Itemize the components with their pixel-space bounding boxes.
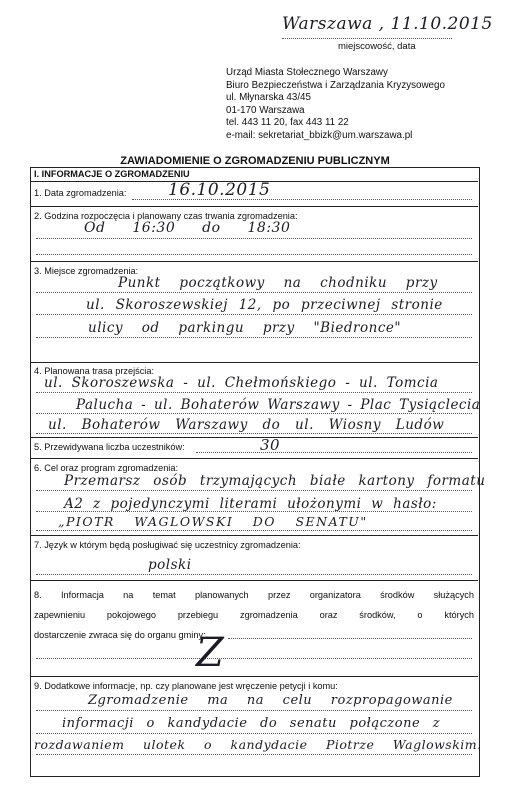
field-6-value[interactable]: Przemarsz osób trzymających białe kartony formatu — [64, 473, 486, 489]
place-date-value: Warszawa , 11.10.2015 — [282, 14, 493, 34]
address-line: Biuro Bezpieczeństwa i Zarządzania Kryzysowego — [226, 79, 445, 91]
field-3-line — [36, 337, 472, 338]
address-block — [226, 67, 445, 143]
place-date-line — [282, 38, 452, 39]
field-9-line — [36, 754, 472, 755]
address-line: Urząd Miasta Stołecznego Warszawy — [226, 67, 388, 78]
field-3-value[interactable]: ulicy od parkingu przy "Biedronce" — [88, 320, 402, 336]
field-4-line — [36, 413, 472, 414]
field-4-value[interactable]: Palucha - ul. Bohaterów Warszawy - Plac Tysiąclecia — [76, 397, 481, 413]
field-6-value[interactable]: A2 z pojedynczymi literami ułożonymi w hasło: — [64, 496, 437, 512]
field-3-line — [36, 314, 472, 315]
field-4-label: 4. Planowana trasa przejścia: — [34, 366, 155, 376]
field-3-value[interactable]: ul. Skoroszewskiej 12, po przeciwnej stronie — [86, 297, 443, 313]
address-line: 01-170 Warszawa — [226, 104, 305, 116]
field-2-line — [36, 238, 472, 239]
section-header: I. INFORMACJE O ZGROMADZENIU — [34, 169, 190, 179]
field-6-label: 6. Cel oraz program zgromadzenia: — [34, 463, 179, 473]
address-line: tel. 443 11 20, fax 443 11 22 — [226, 117, 349, 129]
field-2-line — [36, 254, 472, 255]
field-5-label: 5. Przewidywana liczba uczestników: — [34, 442, 185, 452]
field-8-label — [34, 585, 474, 645]
field-1-value[interactable]: 16.10.2015 — [168, 180, 271, 200]
field-7-value[interactable]: polski — [148, 557, 192, 573]
field-6-line — [36, 490, 472, 491]
field-8-label-line: zapewnieniu pokojowego przebiegu zgromadzenia oraz środków, o których — [34, 610, 474, 620]
field-7-label: 7. Język w którym będą posługiwać się uczestnicy zgromadzenia: — [34, 540, 301, 550]
field-1-label: 1. Data zgromadzenia: — [34, 188, 127, 198]
row-divider — [30, 535, 478, 536]
field-8-label-line: 8. Informacja na temat planowanych przez organizatora środków służących — [34, 590, 474, 600]
row-divider — [30, 458, 478, 459]
row-divider — [30, 437, 478, 438]
row-divider — [30, 362, 478, 363]
field-8-line — [36, 658, 472, 659]
field-6-line — [36, 511, 472, 512]
row-divider — [30, 206, 478, 207]
field-3-label: 3. Miejsce zgromadzenia: — [34, 266, 139, 276]
address-line: ul. Młynarska 43/45 — [226, 92, 311, 104]
field-6-value[interactable]: „PIOTR WAGLOWSKI DO SENATU" — [58, 514, 368, 529]
field-9-line — [36, 710, 472, 711]
field-7-line — [36, 574, 472, 575]
field-9-value[interactable]: rozdawaniem ulotek o kandydacie Piotrze Waglowskim. — [34, 737, 482, 752]
field-8-value[interactable]: Z — [196, 630, 225, 676]
field-4-line — [36, 433, 472, 434]
field-1-line — [132, 199, 472, 200]
field-2-label: 2. Godzina rozpoczęcia i planowany czas trwania zgromadzenia: — [34, 211, 298, 221]
field-4-value[interactable]: ul. Skoroszewska - ul. Chełmońskiego - ul. Tomcia — [44, 375, 439, 391]
field-9-value[interactable]: Zgromadzenie ma na celu rozpropagowanie — [88, 693, 453, 708]
field-4-line — [36, 392, 472, 393]
address-line[interactable]: e-mail: sekretariat_bbizk@um.warszawa.pl — [226, 129, 413, 141]
field-2-value[interactable]: Od 16:30 do 18:30 — [84, 220, 291, 236]
field-3-line — [36, 292, 472, 293]
field-8-line — [228, 638, 472, 639]
field-9-label: 9. Dodatkowe informacje, np. czy planowane jest wręczenie petycji i komu: — [34, 681, 338, 691]
field-5-line — [196, 452, 472, 453]
field-3-value[interactable]: Punkt początkowy na chodniku przy — [118, 275, 438, 291]
field-8-label-line: dostarczenie zwraca się do organu gminy: — [34, 630, 206, 640]
document-title: ZAWIADOMIENIE O ZGROMADZENIU PUBLICZNYM — [120, 155, 390, 167]
row-divider — [30, 580, 478, 581]
place-date-label: miejscowość, data — [338, 41, 416, 52]
field-9-value[interactable]: informacji o kandydacie do senatu połączone z — [62, 716, 441, 731]
row-divider — [30, 261, 478, 262]
row-divider — [30, 676, 478, 677]
field-9-line — [36, 733, 472, 734]
field-6-line — [36, 530, 472, 531]
field-4-value[interactable]: ul. Bohaterów Warszawy do ul. Wiosny Ludów — [48, 417, 445, 433]
field-5-value[interactable]: 30 — [260, 436, 281, 454]
